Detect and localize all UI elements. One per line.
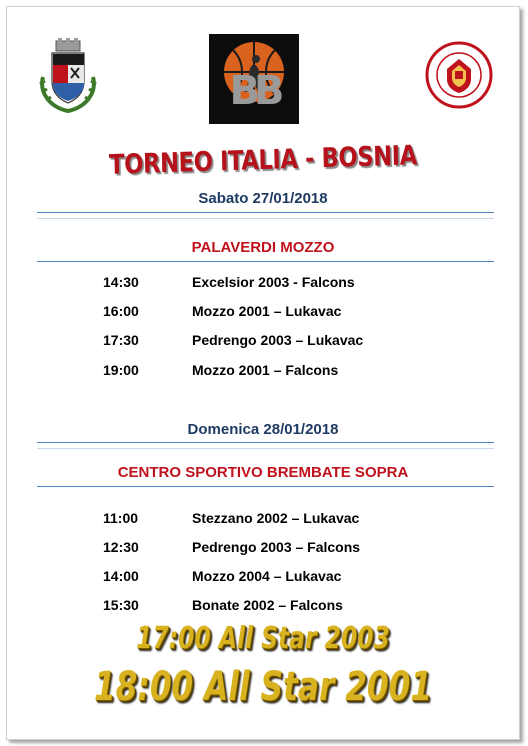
municipal-crest-icon bbox=[37, 37, 99, 113]
divider bbox=[37, 212, 494, 213]
match-time: 19:00 bbox=[103, 362, 139, 378]
match-time: 14:00 bbox=[103, 568, 139, 584]
match-row bbox=[7, 274, 521, 292]
match-teams: Pedrengo 2003 – Falcons bbox=[192, 539, 361, 555]
match-teams: Bonate 2002 – Falcons bbox=[192, 597, 343, 613]
divider-shadow bbox=[37, 218, 494, 219]
match-teams: Stezzano 2002 – Lukavac bbox=[192, 510, 360, 526]
match-teams: Pedrengo 2003 – Lukavac bbox=[192, 332, 364, 348]
match-time: 14:30 bbox=[103, 274, 139, 290]
tournament-title: TORNEO ITALIA - BOSNIA bbox=[108, 140, 418, 181]
all-star-2003: 17:00 All Star 2003 bbox=[136, 621, 390, 656]
day-1-venue: PALAVERDI MOZZO bbox=[191, 239, 335, 256]
logo-letters: BB bbox=[229, 68, 279, 114]
day-2-date: Domenica 28/01/2018 bbox=[187, 421, 339, 438]
match-teams: Excelsior 2003 - Falcons bbox=[192, 274, 355, 290]
match-row bbox=[7, 303, 521, 321]
match-teams: Mozzo 2004 – Lukavac bbox=[192, 568, 342, 584]
day-2-venue: CENTRO SPORTIVO BREMBATE SOPRA bbox=[117, 464, 409, 481]
match-teams: Mozzo 2001 – Falcons bbox=[192, 362, 339, 378]
match-row bbox=[7, 362, 521, 380]
divider bbox=[37, 486, 494, 487]
match-row bbox=[7, 539, 521, 557]
divider bbox=[37, 261, 494, 262]
match-row bbox=[7, 597, 521, 615]
match-teams: Mozzo 2001 – Lukavac bbox=[192, 303, 342, 319]
match-time: 16:00 bbox=[103, 303, 139, 319]
match-row bbox=[7, 332, 521, 350]
day-1-date: Sabato 27/01/2018 bbox=[198, 190, 328, 207]
club-badge-icon bbox=[425, 41, 493, 109]
match-row bbox=[7, 568, 521, 586]
divider-shadow bbox=[37, 448, 494, 449]
match-time: 15:30 bbox=[103, 597, 139, 613]
match-time: 17:30 bbox=[103, 332, 139, 348]
all-star-2001: 18:00 All Star 2001 bbox=[93, 664, 433, 710]
match-time: 11:00 bbox=[103, 510, 139, 526]
basketball-logo bbox=[209, 34, 299, 124]
match-row bbox=[7, 510, 521, 528]
flyer-page bbox=[6, 6, 520, 740]
match-time: 12:30 bbox=[103, 539, 139, 555]
divider bbox=[37, 442, 494, 443]
